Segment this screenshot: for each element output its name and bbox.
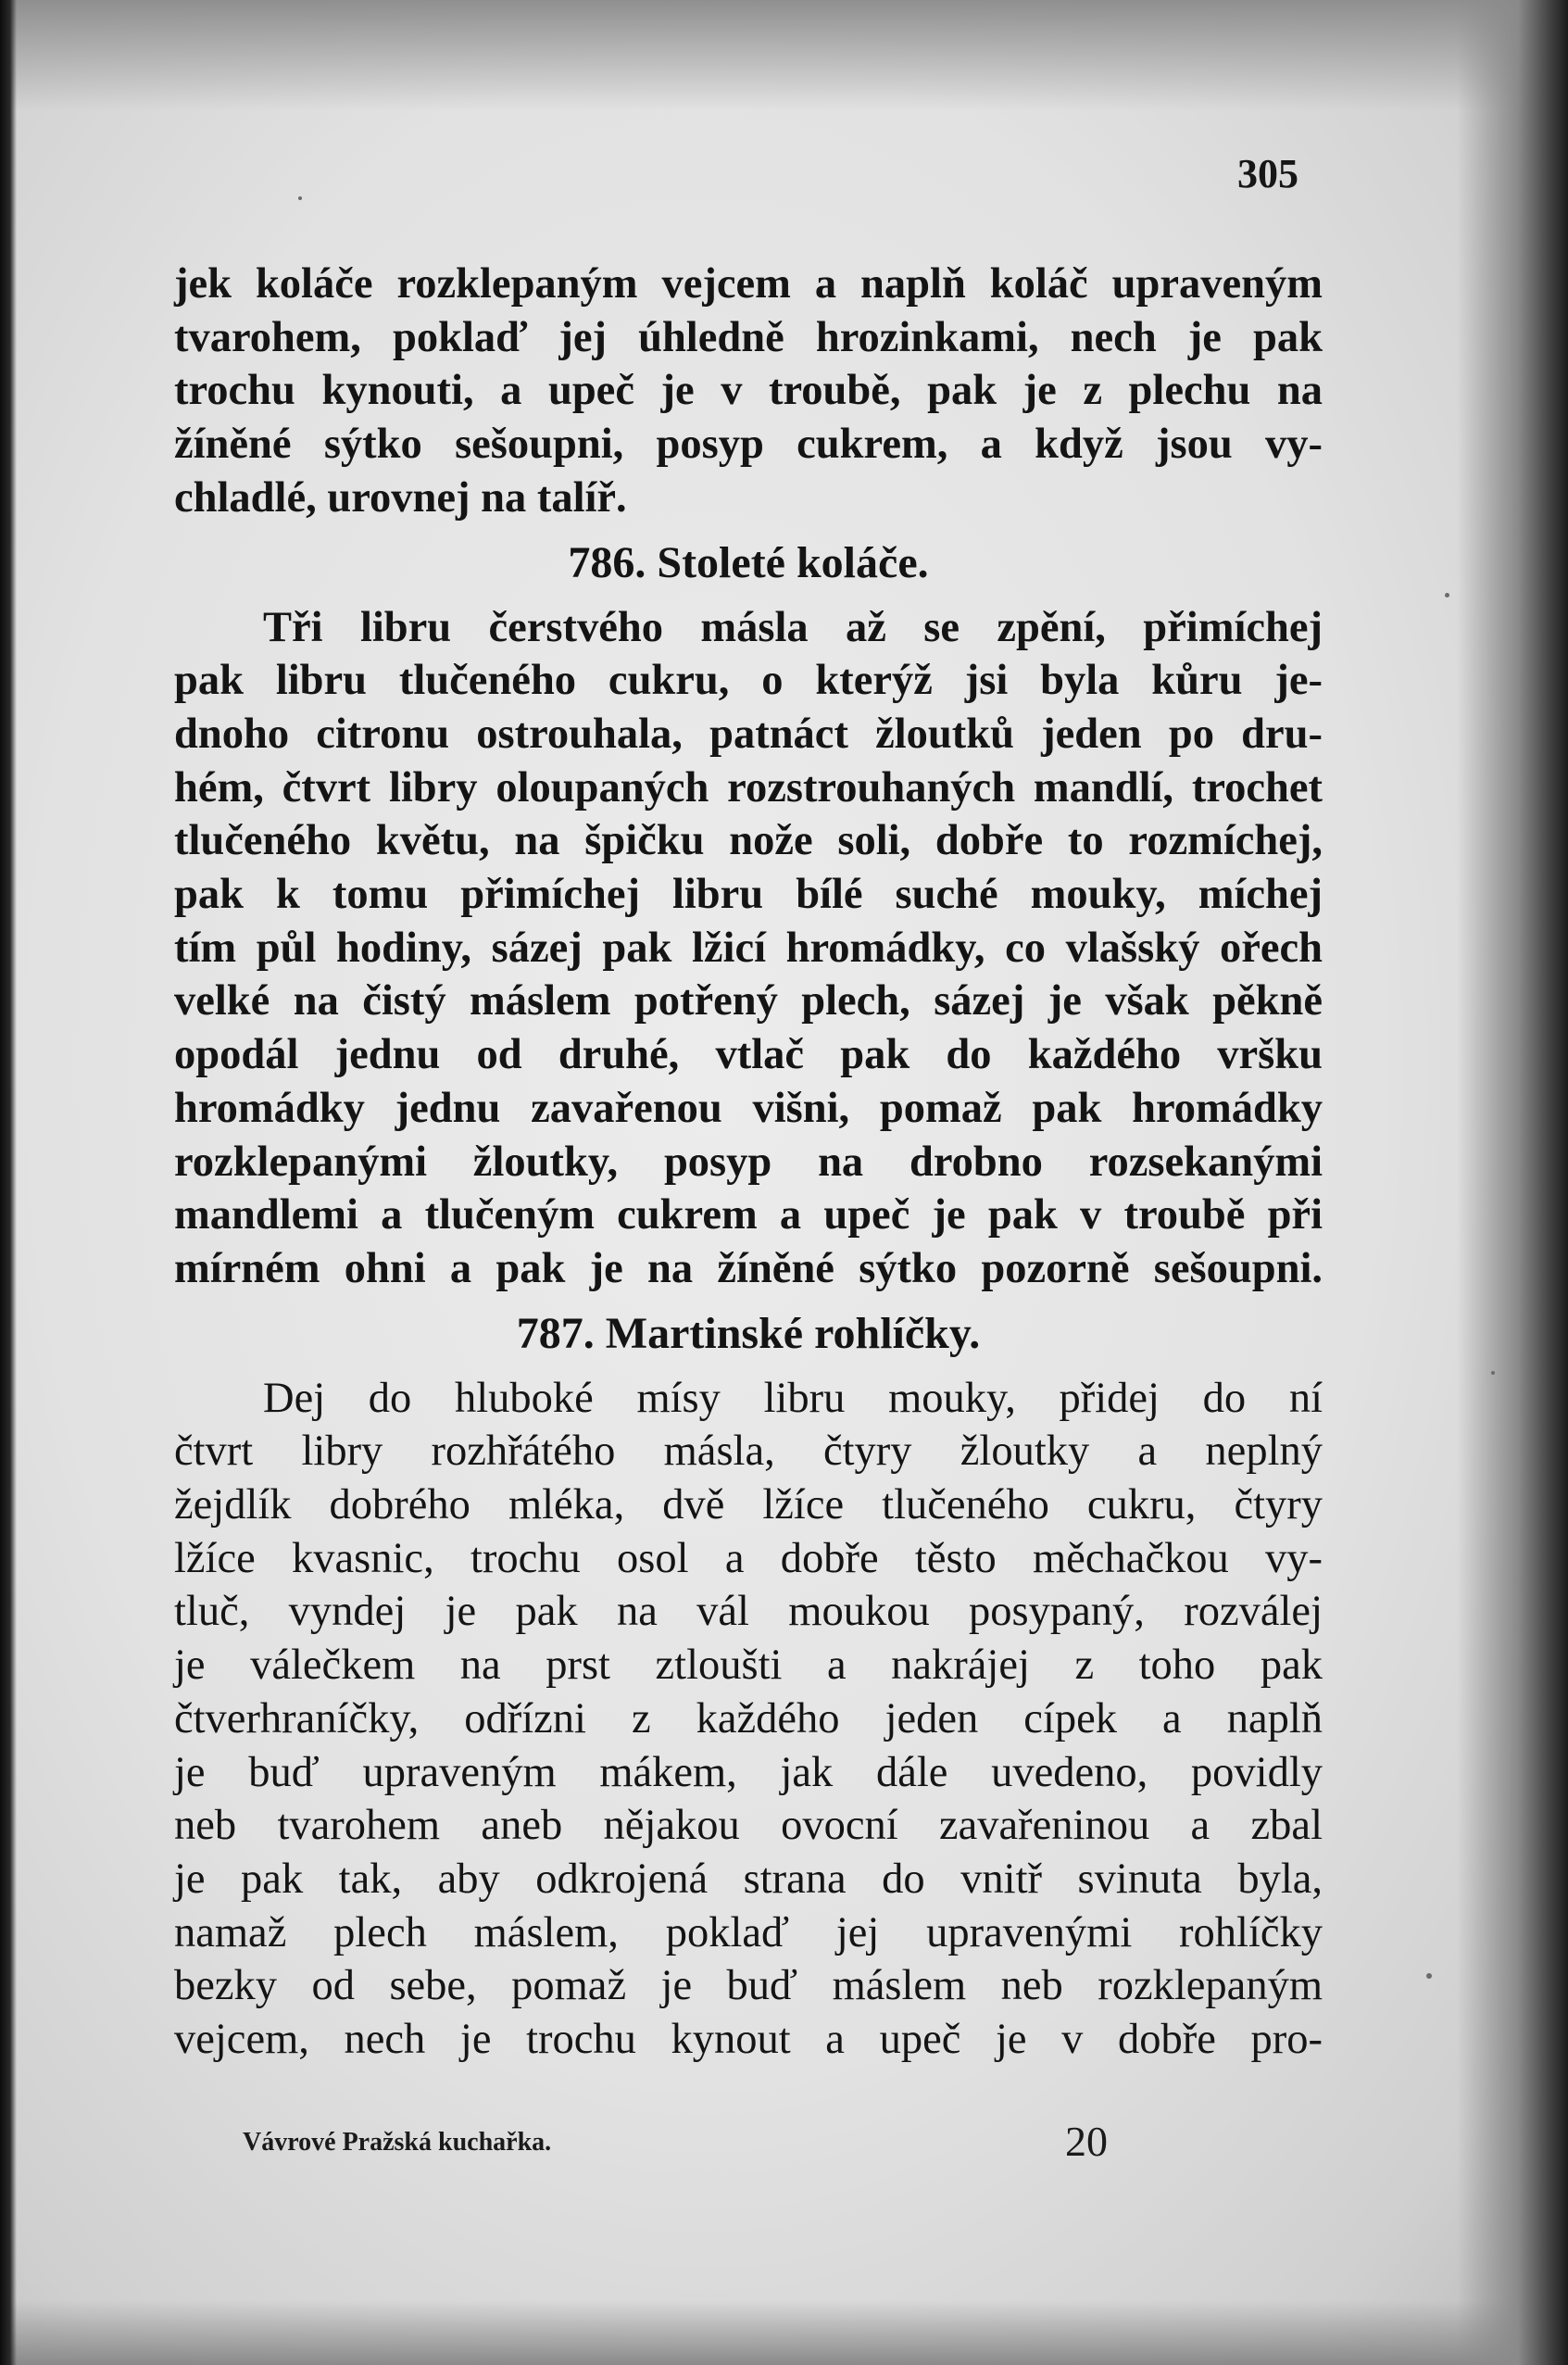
text-line: žejdlík dobrého mléka, dvě lžíce tlučeného cukru, čtyry: [174, 1481, 1323, 1529]
recipe-heading-786: 786. Stoleté koláče.: [568, 537, 929, 587]
text-line: je válečkem na prst ztloušti a nakrájej z toho pak: [174, 1642, 1323, 1690]
main-text: [174, 258, 1323, 2067]
text-line: Dej do hluboké mísy libru mouky, přidej do ní: [263, 1374, 1323, 1422]
paragraph-1: [174, 258, 1323, 525]
text-line: trochu kynouti, a upeč je v troubě, pak je z plechu na: [174, 367, 1323, 415]
text-line: hromádky jednu zavařenou višni, pomaž pak hromádky: [174, 1084, 1323, 1132]
paper-speck: [1491, 1371, 1495, 1375]
text-line: jek koláče rozklepaným vejcem a naplň koláč upraveným: [174, 260, 1323, 308]
text-line: velké na čistý máslem potřený plech, sázej je však pěkně: [174, 977, 1323, 1025]
text-line: rozklepanými žloutky, posyp na drobno rozsekanými: [174, 1138, 1323, 1186]
paper-speck: [1426, 1973, 1432, 1979]
page-shadow-bottom: [0, 2300, 1568, 2365]
paragraph-2: [174, 601, 1323, 1296]
recipe-heading-787: 787. Martinské rohlíčky.: [516, 1308, 981, 1358]
page-edge-left: [0, 0, 17, 2365]
text-line: čtverhraníčky, odřízni z každého jeden cípek a naplň: [174, 1694, 1323, 1742]
text-line: pak k tomu přimíchej libru bílé suché mouky, míchej: [174, 871, 1323, 919]
text-line: tluč, vyndej je pak na vál moukou posypaný, rozválej: [174, 1588, 1323, 1636]
paper-speck: [1445, 593, 1449, 598]
text-line: je buď upraveným mákem, jak dále uvedeno, povidly: [174, 1748, 1323, 1796]
signature-mark: 20: [1065, 2118, 1108, 2165]
text-line: neb tvarohem aneb nějakou ovocní zavařeninou a zbal: [174, 1802, 1323, 1850]
text-line: chladlé, urovnej na talíř.: [174, 473, 627, 522]
text-line: žíněné sýtko sešoupni, posyp cukrem, a když jsou vy-: [174, 421, 1323, 469]
text-line: je pak tak, aby odkrojená strana do vnitř svinuta byla,: [174, 1855, 1323, 1903]
text-line: pak libru tlučeného cukru, o kterýž jsi byla kůru je-: [174, 657, 1323, 705]
text-line: tvarohem, poklaď jej úhledně hrozinkami, nech je pak: [174, 313, 1323, 361]
text-line: lžíce kvasnic, trochu osol a dobře těsto měchačkou vy-: [174, 1534, 1323, 1582]
text-line: opodál jednu od druhé, vtlač pak do každého vršku: [174, 1031, 1323, 1079]
text-line: mírném ohni a pak je na žíněné sýtko pozorně sešoupni.: [174, 1244, 1323, 1292]
book-title: Vávrové Pražská kuchařka.: [243, 2128, 552, 2157]
page-number: 305: [1237, 151, 1298, 196]
text-line: čtvrt libry rozhřátého másla, čtyry žloutky a neplný: [174, 1428, 1323, 1476]
page-footer: [243, 2117, 1169, 2172]
page-shadow-top: [0, 0, 1568, 111]
text-line: tím půl hodiny, sázej pak lžicí hromádky, co vlašský ořech: [174, 924, 1323, 972]
text-line: Tři libru čerstvého másla až se zpění, přimíchej: [263, 603, 1323, 651]
paper-speck: [298, 196, 302, 200]
text-line: dnoho citronu ostrouhala, patnáct žloutků jeden po dru-: [174, 710, 1323, 758]
text-line: tlučeného květu, na špičku nože soli, dobře to rozmíchej,: [174, 817, 1323, 865]
text-line: hém, čtvrt libry oloupaných rozstrouhaných mandlí, trochet: [174, 763, 1323, 811]
text-line: namaž plech máslem, poklaď jej upravenými rohlíčky: [174, 1908, 1323, 1956]
page-edge-right: [1457, 0, 1568, 2365]
text-line: bezky od sebe, pomaž je buď máslem neb rozklepaným: [174, 1962, 1323, 2010]
text-line: vejcem, nech je trochu kynout a upeč je v dobře pro-: [174, 2016, 1323, 2064]
paragraph-3: [174, 1372, 1323, 2067]
text-line: mandlemi a tlučeným cukrem a upeč je pak v troubě při: [174, 1191, 1323, 1239]
